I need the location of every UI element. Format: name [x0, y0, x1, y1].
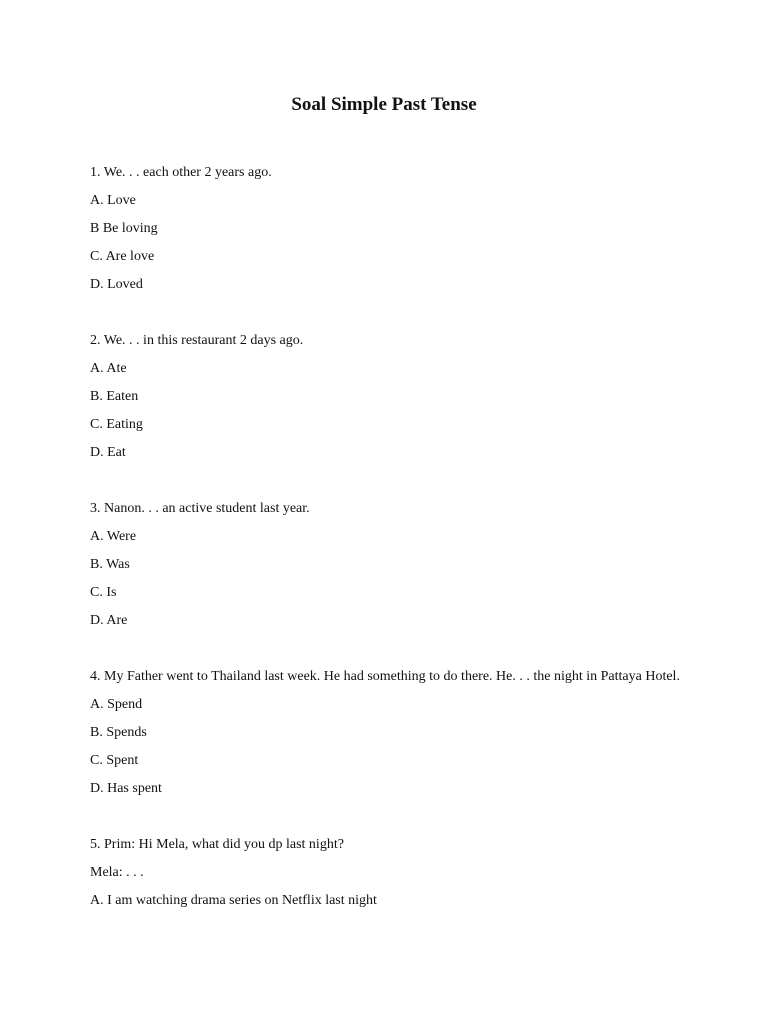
question-5-option-a: A. I am watching drama series on Netflix last night — [90, 893, 377, 908]
question-1-option-b: B Be loving — [90, 221, 158, 236]
question-3-prompt: 3. Nanon. . . an active student last year. — [90, 501, 310, 516]
question-4-option-d: D. Has spent — [90, 781, 162, 796]
question-2-option-c: C. Eating — [90, 417, 143, 432]
question-2-option-d: D. Eat — [90, 445, 126, 460]
question-1-option-c: C. Are love — [90, 249, 155, 264]
question-2-prompt: 2. We. . . in this restaurant 2 days ago. — [90, 333, 304, 348]
question-3-option-b: B. Was — [90, 557, 130, 572]
question-2-option-b: B. Eaten — [90, 389, 139, 404]
question-3-option-c: C. Is — [90, 585, 117, 600]
question-4-prompt: 4. My Father went to Thailand last week. He had something to do there. He. . . the night in Pattaya Hotel. — [90, 669, 680, 684]
question-5-prompt: 5. Prim: Hi Mela, what did you dp last night? — [90, 837, 344, 852]
question-1-prompt: 1. We. . . each other 2 years ago. — [90, 165, 272, 180]
question-5-reply: Mela: . . . — [90, 865, 144, 880]
question-4-option-c: C. Spent — [90, 753, 139, 768]
document-title: Soal Simple Past Tense — [291, 94, 477, 115]
question-4-option-a: A. Spend — [90, 697, 143, 712]
question-3-option-d: D. Are — [90, 613, 128, 628]
question-4-option-b: B. Spends — [90, 725, 147, 740]
question-1-option-d: D. Loved — [90, 277, 143, 292]
question-3-option-a: A. Were — [90, 529, 137, 544]
question-1-option-a: A. Love — [90, 193, 136, 208]
question-2-option-a: A. Ate — [90, 361, 127, 376]
